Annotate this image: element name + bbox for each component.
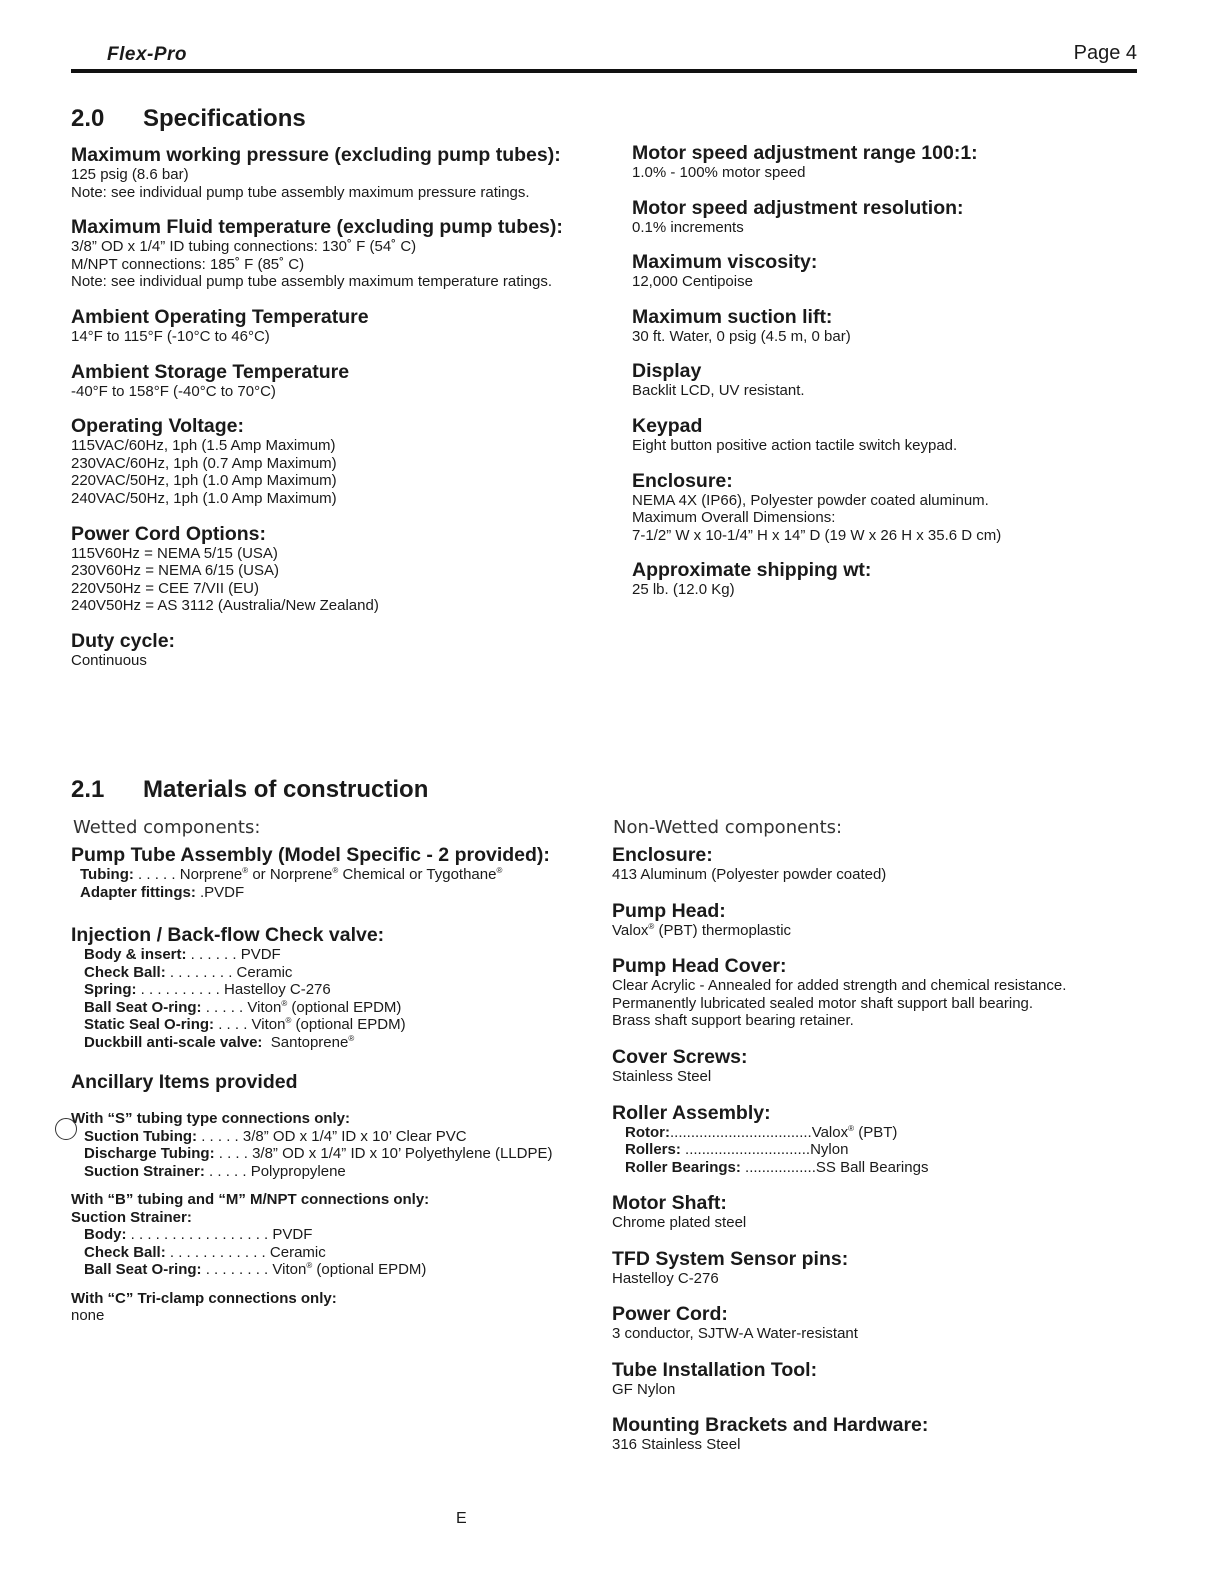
spec-block	[71, 361, 631, 401]
spec-line: 1.0% - 100% motor speed	[632, 164, 806, 181]
spec-line: 0.1% increments	[632, 218, 744, 236]
material-row	[625, 1159, 1172, 1177]
spec-heading: Maximum Fluid temperature (excluding pump tubes):	[71, 216, 563, 239]
spec-line: NEMA 4X (IP66), Polyester powder coated aluminum.	[632, 491, 989, 509]
spec-block	[612, 1414, 1172, 1454]
spec-block	[612, 955, 1172, 1030]
material-row	[84, 1226, 631, 1244]
spec-heading: Maximum viscosity:	[632, 251, 818, 274]
material-label: Check Ball:	[84, 963, 166, 981]
spec-heading: Tube Installation Tool:	[612, 1358, 818, 1381]
spec-block	[71, 415, 631, 507]
material-row	[80, 884, 631, 902]
wetted-label: Wetted components:	[73, 817, 261, 838]
spec-line: 14°F to 115°F (-10°C to 46°C)	[71, 327, 270, 345]
spec-line: 240VAC/50Hz, 1ph (1.0 Amp Maximum)	[71, 489, 337, 507]
nonwetted-column	[612, 817, 1172, 1470]
material-label: Ball Seat O-ring:	[84, 1261, 202, 1278]
spec-block	[71, 216, 631, 291]
spec-block	[612, 1303, 1172, 1343]
spec-heading: Display	[632, 360, 702, 383]
spec-heading: Maximum working pressure (excluding pump tubes):	[71, 144, 561, 166]
section-heading: Specifications	[143, 105, 306, 132]
nonwetted-list-a	[612, 844, 1172, 1086]
material-row	[84, 1244, 631, 1262]
spec-heading: Approximate shipping wt:	[632, 559, 872, 582]
specs-right-column	[632, 142, 1192, 614]
spec-line: Permanently lubricated sealed motor shaft support ball bearing.	[612, 994, 1034, 1012]
spec-block	[71, 144, 631, 201]
check-valve-table	[84, 946, 631, 1051]
leader-dots: . . . . .	[133, 866, 176, 883]
spec-heading: Enclosure:	[612, 844, 713, 866]
spec-heading: Duty cycle:	[71, 629, 176, 652]
spec-heading: Ambient Operating Temperature	[71, 305, 369, 328]
material-label: Ball Seat O-ring:	[84, 998, 202, 1016]
material-value: Valox® (PBT)	[811, 1123, 898, 1141]
footer-mark: E	[456, 1510, 467, 1527]
spec-line: 3/8” OD x 1/4” ID tubing connections: 130˚ F (54˚ C)	[71, 238, 417, 256]
spec-line: Valox® (PBT) thermoplastic	[612, 921, 792, 939]
material-value: PVDF	[236, 946, 281, 963]
material-row	[625, 1141, 1172, 1159]
s-connections-table	[84, 1128, 631, 1181]
nonwetted-list-b	[612, 1192, 1172, 1454]
material-value: Viton® (optional EPDM)	[247, 1016, 406, 1033]
leader-dots: . . . .	[214, 1145, 248, 1162]
spec-heading: Enclosure:	[632, 469, 733, 492]
roller-assembly-heading: Roller Assembly:	[612, 1101, 771, 1124]
spec-heading: Pump Head:	[612, 899, 726, 922]
section-number: 2.0	[71, 105, 105, 132]
wetted-column	[71, 817, 631, 1325]
material-row	[84, 1145, 631, 1163]
spec-line: Maximum Overall Dimensions:	[632, 509, 836, 527]
material-value: Viton® (optional EPDM)	[268, 1261, 427, 1278]
specs-left-column	[71, 144, 631, 685]
material-label: Duckbill anti-scale valve:	[84, 1033, 263, 1051]
spec-line: Brass shaft support bearing retainer.	[612, 1012, 854, 1030]
leader-dots: . . . . . . . . . . . . . . . . .	[126, 1226, 269, 1243]
spec-block	[632, 142, 1192, 182]
spec-line: Clear Acrylic - Annealed for added strength and chemical resistance.	[612, 977, 1067, 995]
material-row	[84, 946, 631, 964]
spec-line: Chrome plated steel	[612, 1214, 747, 1232]
material-value: Ceramic	[232, 963, 293, 981]
leader-dots: .................	[740, 1158, 816, 1176]
spec-heading: Ambient Storage Temperature	[71, 360, 350, 383]
leader-dots: . . . .	[214, 1016, 248, 1033]
spec-line: Eight button positive action tactile switch keypad.	[632, 436, 958, 454]
material-label: Body:	[84, 1226, 127, 1243]
spec-line: 115V60Hz = NEMA 5/15 (USA)	[71, 544, 278, 562]
spec-heading: Power Cord:	[612, 1303, 728, 1326]
material-row	[625, 1124, 1172, 1142]
material-value: 3/8” OD x 1/4” ID x 10’ Polyethylene (LLDPE)	[247, 1145, 553, 1162]
material-value: 3/8” OD x 1/4” ID x 10’ Clear PVC	[238, 1127, 467, 1145]
pump-tube-table	[80, 866, 631, 901]
spec-line: 413 Aluminum (Polyester powder coated)	[612, 866, 887, 883]
material-label: Body & insert:	[84, 946, 187, 963]
spec-block	[632, 415, 1192, 455]
spec-block	[632, 559, 1192, 599]
spec-heading: Motor speed adjustment range 100:1:	[632, 142, 978, 164]
pump-tube-block	[71, 844, 631, 901]
spec-line: -40°F to 158°F (-40°C to 70°C)	[71, 382, 276, 400]
leader-dots: . . . . . . . . . .	[136, 981, 220, 998]
spec-line: 220VAC/50Hz, 1ph (1.0 Amp Maximum)	[71, 472, 337, 490]
spec-line: Stainless Steel	[612, 1067, 712, 1085]
spec-block	[71, 523, 631, 615]
material-label: Tubing:	[80, 866, 134, 883]
section-heading: Materials of construction	[143, 776, 429, 803]
c-connections-value: none	[71, 1307, 105, 1324]
material-label: Spring:	[84, 981, 137, 998]
material-label: Adapter fittings:	[80, 883, 196, 901]
suction-strainer-label: Suction Strainer:	[71, 1208, 192, 1226]
ancillary-block	[71, 1071, 631, 1325]
material-row	[84, 1128, 631, 1146]
material-value: .PVDF	[195, 883, 245, 901]
material-row	[84, 964, 631, 982]
material-label: Check Ball:	[84, 1243, 166, 1261]
spec-block	[612, 844, 1172, 884]
spec-line: 25 lb. (12.0 Kg)	[632, 581, 735, 599]
material-row	[84, 1034, 631, 1052]
material-row	[84, 981, 631, 999]
material-value: Nylon	[810, 1141, 849, 1159]
check-valve-block	[71, 924, 631, 1051]
spec-line: GF Nylon	[612, 1380, 676, 1398]
leader-dots: . . . . . . . . . . . .	[165, 1243, 266, 1261]
spec-heading: Power Cord Options:	[71, 522, 266, 545]
spec-block	[632, 360, 1192, 400]
leader-dots: . . . . . . . .	[165, 963, 233, 981]
material-value: Polypropylene	[246, 1162, 346, 1180]
spec-block	[612, 1046, 1172, 1086]
spec-line: 3 conductor, SJTW-A Water-resistant	[612, 1325, 858, 1343]
material-label: Static Seal O-ring:	[84, 1016, 215, 1033]
check-valve-heading: Injection / Back-flow Check valve:	[71, 924, 385, 946]
spec-heading: TFD System Sensor pins:	[612, 1247, 849, 1270]
spec-block	[71, 630, 631, 670]
spec-line: Note: see individual pump tube assembly maximum temperature ratings.	[71, 273, 553, 291]
spec-block	[632, 470, 1192, 545]
b-connections-table	[84, 1226, 631, 1279]
leader-dots: . . . . .	[201, 998, 244, 1016]
spec-line: Note: see individual pump tube assembly maximum pressure ratings.	[71, 183, 530, 201]
spec-line: Hastelloy C-276	[612, 1269, 719, 1287]
header-rule	[71, 69, 1137, 73]
spec-block	[632, 197, 1192, 237]
spec-heading: Keypad	[632, 414, 703, 437]
spec-line: 7-1/2” W x 10-1/4” H x 14” D (19 W x 26 H x 35.6 D cm)	[632, 526, 1002, 544]
spec-line: 316 Stainless Steel	[612, 1436, 741, 1454]
spec-block	[612, 900, 1172, 940]
spec-heading: Mounting Brackets and Hardware:	[612, 1414, 929, 1437]
spec-block	[71, 306, 631, 346]
spec-heading: Operating Voltage:	[71, 415, 244, 438]
section-title-specifications	[71, 105, 306, 133]
material-value: Hastelloy C-276	[219, 981, 331, 998]
material-label: Suction Tubing:	[84, 1127, 198, 1145]
material-label: Suction Strainer:	[84, 1162, 205, 1180]
b-connections-note: With “B” tubing and “M” M/NPT connections only:	[71, 1191, 430, 1208]
material-value: Santoprene®	[262, 1033, 355, 1051]
spec-line: 220V50Hz = CEE 7/VII (EU)	[71, 579, 259, 597]
spec-line: 30 ft. Water, 0 psig (4.5 m, 0 bar)	[632, 327, 851, 345]
ancillary-heading: Ancillary Items provided	[71, 1071, 298, 1093]
leader-dots: . . . . .	[197, 1127, 239, 1145]
spec-line: M/NPT connections: 185˚ F (85˚ C)	[71, 255, 305, 273]
nonwetted-label: Non-Wetted components:	[613, 817, 843, 838]
brand-logo: Flex-Pro	[107, 44, 188, 65]
roller-assembly-block	[612, 1102, 1172, 1177]
material-row	[84, 999, 631, 1017]
material-value: Ceramic	[265, 1243, 326, 1261]
material-row	[84, 1163, 631, 1181]
roller-assembly-table	[625, 1124, 1172, 1177]
section-title-materials	[71, 776, 428, 804]
leader-dots: ..................................	[670, 1123, 812, 1141]
material-value: SS Ball Bearings	[815, 1158, 929, 1176]
spec-line: Continuous	[71, 651, 147, 669]
leader-dots: . . . . . . . .	[201, 1261, 269, 1278]
spec-line: 230VAC/60Hz, 1ph (0.7 Amp Maximum)	[71, 454, 337, 472]
spec-heading: Pump Head Cover:	[612, 955, 787, 978]
leader-dots: . . . . .	[204, 1162, 247, 1180]
spec-heading: Motor speed adjustment resolution:	[632, 196, 964, 219]
material-row	[80, 866, 631, 884]
material-label: Rollers:	[625, 1141, 681, 1159]
material-value: Viton® (optional EPDM)	[243, 998, 402, 1016]
leader-dots: . . . . . .	[186, 946, 237, 963]
spec-line: Backlit LCD, UV resistant.	[632, 382, 805, 400]
spec-heading: Maximum suction lift:	[632, 305, 833, 328]
leader-dots: ..............................	[680, 1141, 811, 1159]
material-value: PVDF	[268, 1226, 313, 1243]
spec-line: 125 psig (8.6 bar)	[71, 166, 189, 183]
material-row	[84, 1016, 631, 1034]
spec-block	[612, 1359, 1172, 1399]
material-row	[84, 1261, 631, 1279]
spec-line: 240V50Hz = AS 3112 (Australia/New Zealand)	[71, 597, 379, 615]
page-number: Page 4	[1073, 42, 1137, 64]
spec-heading: Cover Screws:	[612, 1045, 748, 1068]
material-label: Rotor:	[625, 1123, 670, 1141]
spec-block	[612, 1192, 1172, 1232]
material-label: Discharge Tubing:	[84, 1145, 215, 1162]
spec-heading: Motor Shaft:	[612, 1192, 727, 1215]
c-connections-note: With “C” Tri-clamp connections only:	[71, 1289, 337, 1307]
s-connections-note: With “S” tubing type connections only:	[71, 1110, 351, 1127]
section-number: 2.1	[71, 776, 105, 803]
spec-block	[612, 1248, 1172, 1288]
pump-tube-heading: Pump Tube Assembly (Model Specific - 2 provided):	[71, 844, 550, 866]
circle-marker	[55, 1118, 77, 1140]
spec-block	[632, 306, 1192, 346]
spec-line: 230V60Hz = NEMA 6/15 (USA)	[71, 562, 280, 580]
material-value: Norprene® or Norprene® Chemical or Tygothane®	[175, 866, 503, 883]
spec-line: 115VAC/60Hz, 1ph (1.5 Amp Maximum)	[71, 437, 336, 455]
material-label: Roller Bearings:	[625, 1158, 741, 1176]
spec-line: 12,000 Centipoise	[632, 273, 753, 291]
spec-block	[632, 251, 1192, 291]
